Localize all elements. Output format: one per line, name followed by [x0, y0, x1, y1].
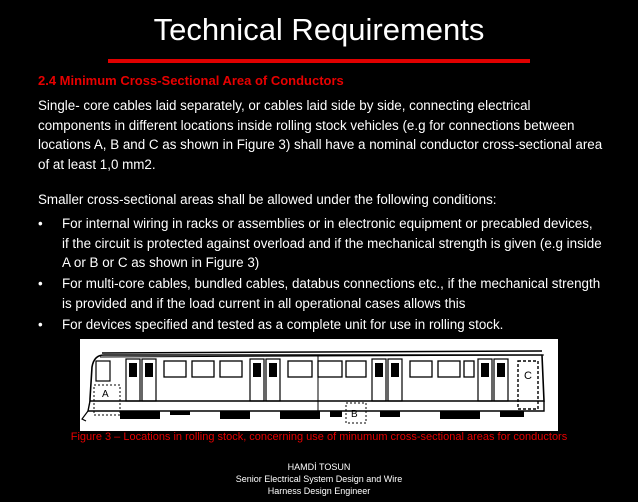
bullet-icon: • [38, 216, 43, 231]
figure-caption: Figure 3 – Locations in rolling stock, concerning use of minumum cross-sectional areas for conductors [70, 431, 568, 443]
author-title-line-1: Senior Electrical System Design and Wire [235, 474, 403, 484]
bullet-text: For internal wiring in racks or assemblies or in electronic equipment or precabled devices, if the circuit is protected against overload and if the mechanical strength is given (e.g inside A or B or C as shown in Figure 3) [62, 216, 602, 270]
bullet-text: For devices specified and tested as a complete unit for use in rolling stock. [62, 317, 504, 332]
section-heading: 2.4 Minimum Cross-Sectional Area of Conductors [38, 73, 344, 88]
label-a: A [102, 389, 109, 400]
label-b: B [351, 409, 358, 420]
paragraph-1: Single- core cables laid separately, or cables laid side by side, connecting electrical components in different locations inside rolling stock vehicles (e.g for connections between locations A, B and C as shown in Figure 3) shall have a nominal conductor cross-sectional area of at least 1,0 mm2. [38, 98, 603, 172]
paragraph-2: Smaller cross-sectional areas shall be allowed under the following conditions: [38, 192, 497, 207]
author-title-line-2: Harness Design Engineer [267, 486, 371, 496]
train-drawing [80, 339, 558, 431]
rolling-stock-figure [80, 339, 558, 431]
bullet-icon: • [38, 276, 43, 291]
label-c: C [524, 370, 532, 382]
title-underline [108, 59, 530, 63]
author-name: HAMDİ TOSUN [287, 462, 351, 472]
bullet-icon: • [38, 317, 43, 332]
slide-title: Technical Requirements [153, 12, 485, 47]
bullet-text: For multi-core cables, bundled cables, databus connections etc., if the mechanical strength is provided and if the load current in all operational cases allows this [62, 276, 601, 311]
